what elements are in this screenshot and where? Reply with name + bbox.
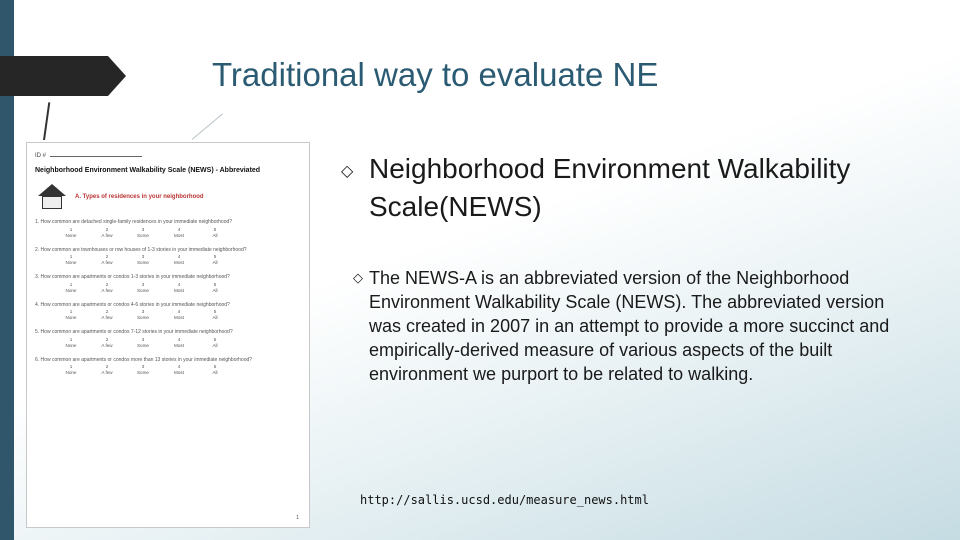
scale-number: 1 [69, 336, 73, 342]
title-tab-decoration [0, 56, 126, 96]
scale-label: Most [174, 260, 184, 265]
scale-numbers [35, 364, 301, 369]
scale-label: Most [174, 315, 184, 320]
question-list [35, 219, 301, 375]
scale-label: Some [136, 232, 149, 238]
question-item [35, 274, 301, 293]
scale-number: 2 [105, 226, 109, 232]
scale-labels [35, 288, 301, 293]
scale-number: 3 [141, 309, 145, 314]
scale-label: None [65, 260, 77, 265]
scale-label: Some [136, 370, 149, 375]
scale-label: A few [101, 315, 113, 320]
scale-numbers [35, 309, 301, 314]
scale-number: 1 [69, 226, 73, 232]
scale-label: Some [136, 260, 149, 265]
scale-label: A few [101, 232, 113, 238]
scale-label: Most [174, 287, 184, 293]
question-item [35, 357, 301, 376]
scale-number: 2 [105, 254, 109, 259]
scale-number: 1 [69, 281, 73, 287]
main-bullet [341, 150, 861, 226]
scale-number: 2 [105, 281, 109, 287]
scale-label: A few [101, 260, 113, 265]
id-underline [50, 156, 142, 157]
decorative-line [43, 102, 50, 140]
scale-label: Most [174, 342, 184, 348]
scale-label: None [65, 232, 77, 238]
scale-label: All [212, 370, 218, 375]
scale-label: None [65, 370, 77, 375]
scale-number: 4 [177, 309, 181, 314]
scale-number: 4 [177, 226, 181, 232]
scale-number: 1 [69, 309, 73, 314]
scale-number: 5 [213, 281, 217, 287]
id-label: ID # [35, 153, 47, 159]
sub-bullet-text: The NEWS-A is an abbreviated version of the Neighborhood Environment Walkability Scale (NEWS). The abbreviated version was created in 2007 in an attempt to provide a more succinct and empirically-derived measure of various aspects of the built environment we purport to be related to walking. [369, 268, 890, 384]
scale-number: 4 [177, 281, 181, 287]
question-text: 5. How common are apartments or condos 7-12 stories in your immediate neighborhood? [35, 329, 233, 335]
scale-label: Most [174, 232, 184, 238]
id-field [35, 153, 301, 159]
scale-number: 5 [213, 226, 217, 232]
scale-numbers [35, 227, 301, 232]
scale-number: 4 [177, 254, 181, 259]
scale-number: 3 [141, 364, 145, 369]
document-heading: Neighborhood Environment Walkability Scale (NEWS) - Abbreviated [35, 167, 261, 174]
scale-numbers [35, 254, 301, 259]
scale-number: 3 [141, 254, 145, 259]
question-text: 4. How common are apartments or condos 4-6 stories in your immediate neighborhood? [35, 301, 230, 308]
decorative-line [192, 113, 223, 139]
scale-number: 2 [105, 364, 109, 369]
scale-numbers [35, 337, 301, 342]
diamond-bullet-icon: ◇ [353, 270, 363, 285]
scale-label: All [212, 287, 218, 293]
scale-label: All [212, 315, 218, 320]
section-title: A. Types of residences in your neighborhood [75, 194, 204, 200]
scale-number: 3 [141, 281, 145, 287]
scale-number: 4 [177, 364, 181, 369]
scale-number: 2 [105, 336, 109, 342]
question-text: 6. How common are apartments or condos more than 13 stories in your immediate neighborhood? [35, 356, 253, 363]
scale-number: 3 [141, 226, 145, 232]
scale-number: 3 [141, 336, 145, 342]
scale-label: Some [136, 287, 149, 293]
sub-bullet [353, 266, 893, 386]
source-url[interactable]: http://sallis.ucsd.edu/measure_news.html [360, 493, 649, 507]
question-item [35, 247, 301, 266]
scale-label: A few [101, 370, 113, 375]
scale-numbers [35, 282, 301, 287]
scale-number: 2 [105, 309, 109, 314]
scale-label: All [212, 260, 218, 265]
scale-label: None [65, 315, 77, 320]
scale-labels [35, 260, 301, 265]
scale-label: None [65, 287, 77, 293]
scale-number: 4 [177, 336, 181, 342]
scale-labels [35, 370, 301, 375]
scale-number: 5 [213, 309, 217, 314]
scale-label: A few [101, 342, 113, 348]
scale-label: All [212, 342, 218, 348]
scale-labels [35, 233, 301, 238]
scale-number: 1 [69, 364, 73, 369]
page-number: 1 [296, 515, 299, 521]
question-text: 3. How common are apartments or condos 1-3 stories in your immediate neighborhood? [35, 274, 230, 280]
scale-label: All [212, 232, 218, 238]
scale-number: 5 [213, 336, 217, 342]
scale-label: Some [136, 342, 149, 348]
scale-number: 5 [213, 254, 217, 259]
scale-number: 1 [69, 254, 73, 259]
slide-title: Traditional way to evaluate NE [212, 56, 659, 93]
scale-label: None [65, 342, 77, 348]
scale-label: Some [136, 315, 149, 320]
section-header [35, 184, 301, 210]
question-item [35, 302, 301, 321]
scale-labels [35, 343, 301, 348]
scale-label: A few [101, 287, 113, 293]
question-text: 1. How common are detached single-family residences in your immediate neighborhood? [35, 219, 233, 225]
question-text: 2. How common are townhouses or row houses of 1-3 stories in your immediate neighborhood? [35, 246, 247, 253]
question-item [35, 219, 301, 238]
scale-label: Most [174, 370, 184, 375]
scale-number: 5 [213, 364, 217, 369]
house-icon [35, 184, 69, 210]
diamond-bullet-icon: ◇ [341, 163, 354, 180]
news-questionnaire-image [26, 142, 310, 528]
scale-labels [35, 315, 301, 320]
question-item [35, 329, 301, 348]
main-bullet-text: Neighborhood Environment Walkability Scale(NEWS) [369, 153, 851, 222]
